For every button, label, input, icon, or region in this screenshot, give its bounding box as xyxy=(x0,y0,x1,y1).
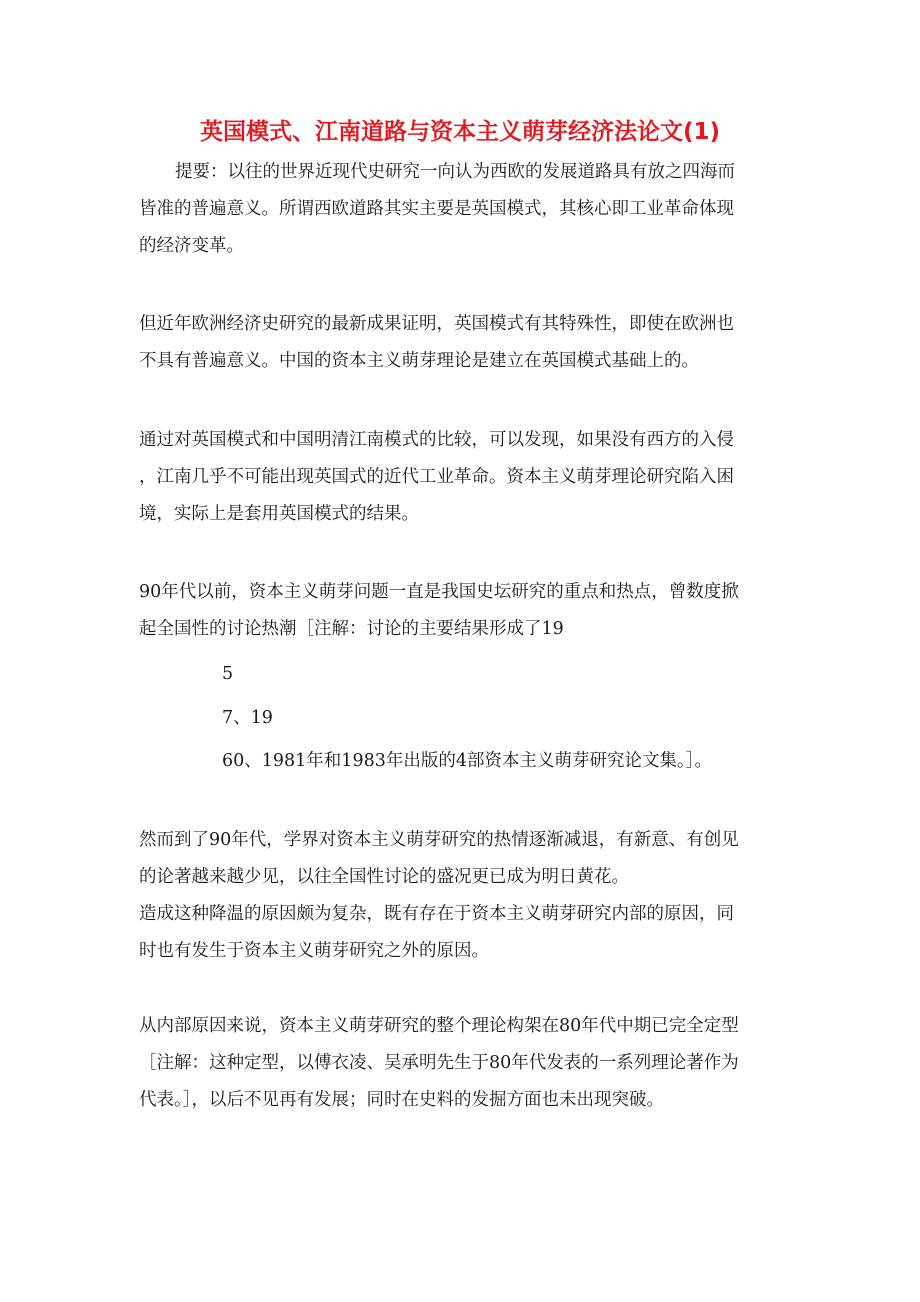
text-line: 皆准的普遍意义。所谓西欧道路其实主要是英国模式，其核心即工业革命体现 xyxy=(139,199,734,219)
text-line: 境，实际上是套用英国模式的结果。 xyxy=(139,504,419,524)
footnote-fragment: 5 xyxy=(222,664,234,684)
text-line: 时也有发生于资本主义萌芽研究之外的原因。 xyxy=(139,941,489,961)
footnote-fragment: 7、19 xyxy=(222,708,273,728)
text-line: 提要：以往的世界近现代史研究一向认为西欧的发展道路具有放之四海而 xyxy=(175,162,735,182)
paragraph-abstract xyxy=(139,154,789,265)
text-line: 的经济变革。 xyxy=(139,236,244,256)
paragraph xyxy=(139,822,789,970)
text-line: ［注解：这种定型，以傅衣凌、吴承明先生于80年代发表的一系列理论著作为 xyxy=(139,1053,739,1073)
footnote-fragment: 60、1981年和1983年出版的4部资本主义萌芽研究论文集。］。 xyxy=(222,751,712,771)
text-line: 从内部原因来说，资本主义萌芽研究的整个理论构架在80年代中期已完全定型 xyxy=(139,1016,739,1036)
text-line: 但近年欧洲经济史研究的最新成果证明，英国模式有其特殊性，即使在欧洲也 xyxy=(139,314,734,334)
text-line: 造成这种降温的原因颇为复杂，既有存在于资本主义萌芽研究内部的原因，同 xyxy=(139,904,734,924)
paragraph xyxy=(139,1008,789,1119)
text-line: 代表。］，以后不见再有发展；同时在史料的发掘方面也未出现突破。 xyxy=(139,1090,664,1110)
text-line: 然而到了90年代，学界对资本主义萌芽研究的热情逐渐减退，有新意、有创见 xyxy=(139,830,739,850)
text-line: 的论著越来越少见，以往全国性讨论的盛况更已成为明日黄花。 xyxy=(139,867,629,887)
text-line: 通过对英国模式和中国明清江南模式的比较，可以发现，如果没有西方的入侵 xyxy=(139,430,734,450)
text-line: 不具有普遍意义。中国的资本主义萌芽理论是建立在英国模式基础上的。 xyxy=(139,351,699,371)
text-line: 起全国性的讨论热潮［注解：讨论的主要结果形成了19 xyxy=(139,619,564,639)
text-line: ，江南几乎不可能出现英国式的近代工业革命。资本主义萌芽理论研究陷入困 xyxy=(139,467,734,487)
paragraph xyxy=(139,422,789,533)
paragraph xyxy=(139,574,789,648)
document-title: 英国模式、江南道路与资本主义萌芽经济法论文(1) xyxy=(199,119,721,145)
text-line: 90年代以前，资本主义萌芽问题一直是我国史坛研究的重点和热点，曾数度掀 xyxy=(139,582,739,602)
paragraph xyxy=(139,306,789,380)
